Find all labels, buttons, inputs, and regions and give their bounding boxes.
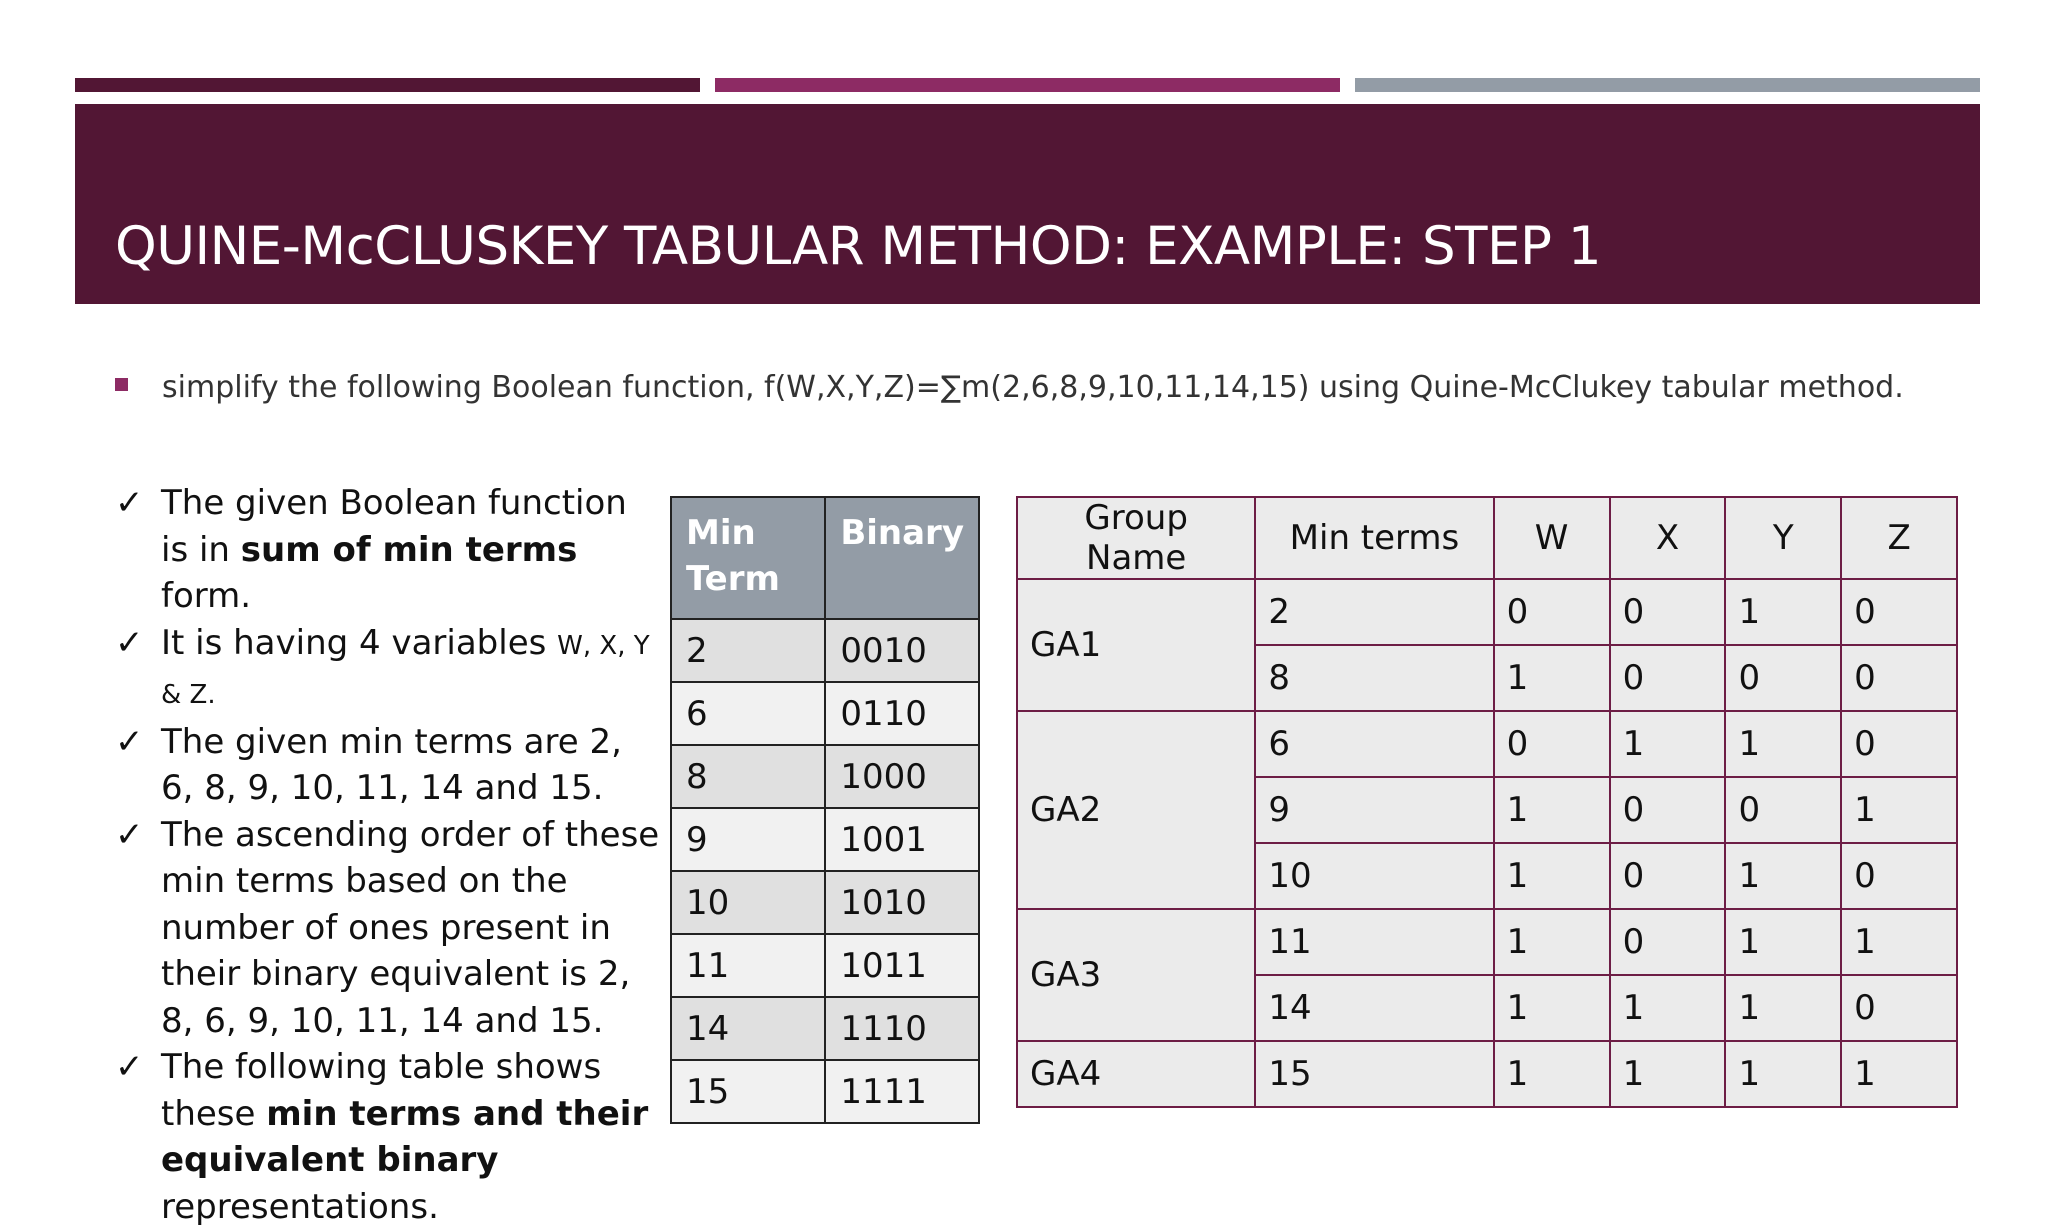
slide-title: QUINE-McCLUSKEY TABULAR METHOD: EXAMPLE: STEP 1	[115, 216, 1602, 277]
group-table	[1016, 496, 1958, 1108]
table-row: 9 1001	[671, 808, 979, 871]
accent-bar-dark	[75, 78, 700, 92]
table-row: GA3 11 1 0 1 1	[1017, 909, 1957, 975]
check-icon: ✓	[115, 622, 144, 663]
square-bullet-icon	[115, 378, 128, 391]
table-row: 10 1010	[671, 871, 979, 934]
group-name: GA2	[1017, 711, 1255, 909]
binary-table	[670, 496, 980, 1124]
title-band	[75, 104, 1980, 304]
column-header: Y	[1725, 497, 1841, 579]
column-header: Min Term	[671, 497, 825, 619]
check-icon: ✓	[115, 814, 144, 855]
table-row: GA2 6 0 1 1 0	[1017, 711, 1957, 777]
check-icon: ✓	[115, 721, 144, 762]
accent-bar-gray	[1355, 78, 1980, 92]
column-header: Binary	[825, 497, 979, 619]
column-header: X	[1610, 497, 1726, 579]
check-item: ✓ The given Boolean function is in sum of min terms form.	[115, 480, 660, 620]
column-header: Min terms	[1255, 497, 1493, 579]
table-row: GA4 15 1 1 1 1	[1017, 1041, 1957, 1107]
check-icon: ✓	[115, 483, 144, 523]
table-row: 10 1 0 1 0	[1017, 843, 1957, 909]
group-name: GA1	[1017, 579, 1255, 711]
table-row: 9 1 0 0 1	[1017, 777, 1957, 843]
table-row: 14 1110	[671, 997, 979, 1060]
column-header: W	[1494, 497, 1610, 579]
check-item: ✓ The ascending order of these min terms based on the number of ones present in their binary equivalent is 2, 8, 6, 9, 10, 11, 14 and 15.	[115, 812, 660, 1045]
group-name: GA3	[1017, 909, 1255, 1041]
check-item: ✓ The given min terms are 2, 6, 8, 9, 10, 11, 14 and 15.	[115, 719, 660, 812]
table-row: 2 0010	[671, 619, 979, 682]
table-row: 8 1 0 0 0	[1017, 645, 1957, 711]
check-icon: ✓	[115, 1047, 144, 1087]
table-row: 11 1011	[671, 934, 979, 997]
column-header: Group Name	[1017, 497, 1255, 579]
table-row: GA1 2 0 0 1 0	[1017, 579, 1957, 645]
table-row: 8 1000	[671, 745, 979, 808]
group-name: GA4	[1017, 1041, 1255, 1107]
accent-bar-magenta	[715, 78, 1340, 92]
intro-text: simplify the following Boolean function, f(W,X,Y,Z)=∑m(2,6,8,9,10,11,14,15) using Quine-McClukey tabular method.	[162, 370, 1904, 405]
column-header: Z	[1841, 497, 1957, 579]
table-row: 6 0110	[671, 682, 979, 745]
check-item: ✓ The following table shows these min terms and their equivalent binary representations.	[115, 1044, 660, 1230]
intro-bullet	[115, 370, 1904, 405]
checklist	[115, 480, 660, 1230]
check-item: ✓ It is having 4 variables W, X, Y & Z.	[115, 620, 660, 719]
table-row: 15 1111	[671, 1060, 979, 1123]
table-row: 14 1 1 1 0	[1017, 975, 1957, 1041]
